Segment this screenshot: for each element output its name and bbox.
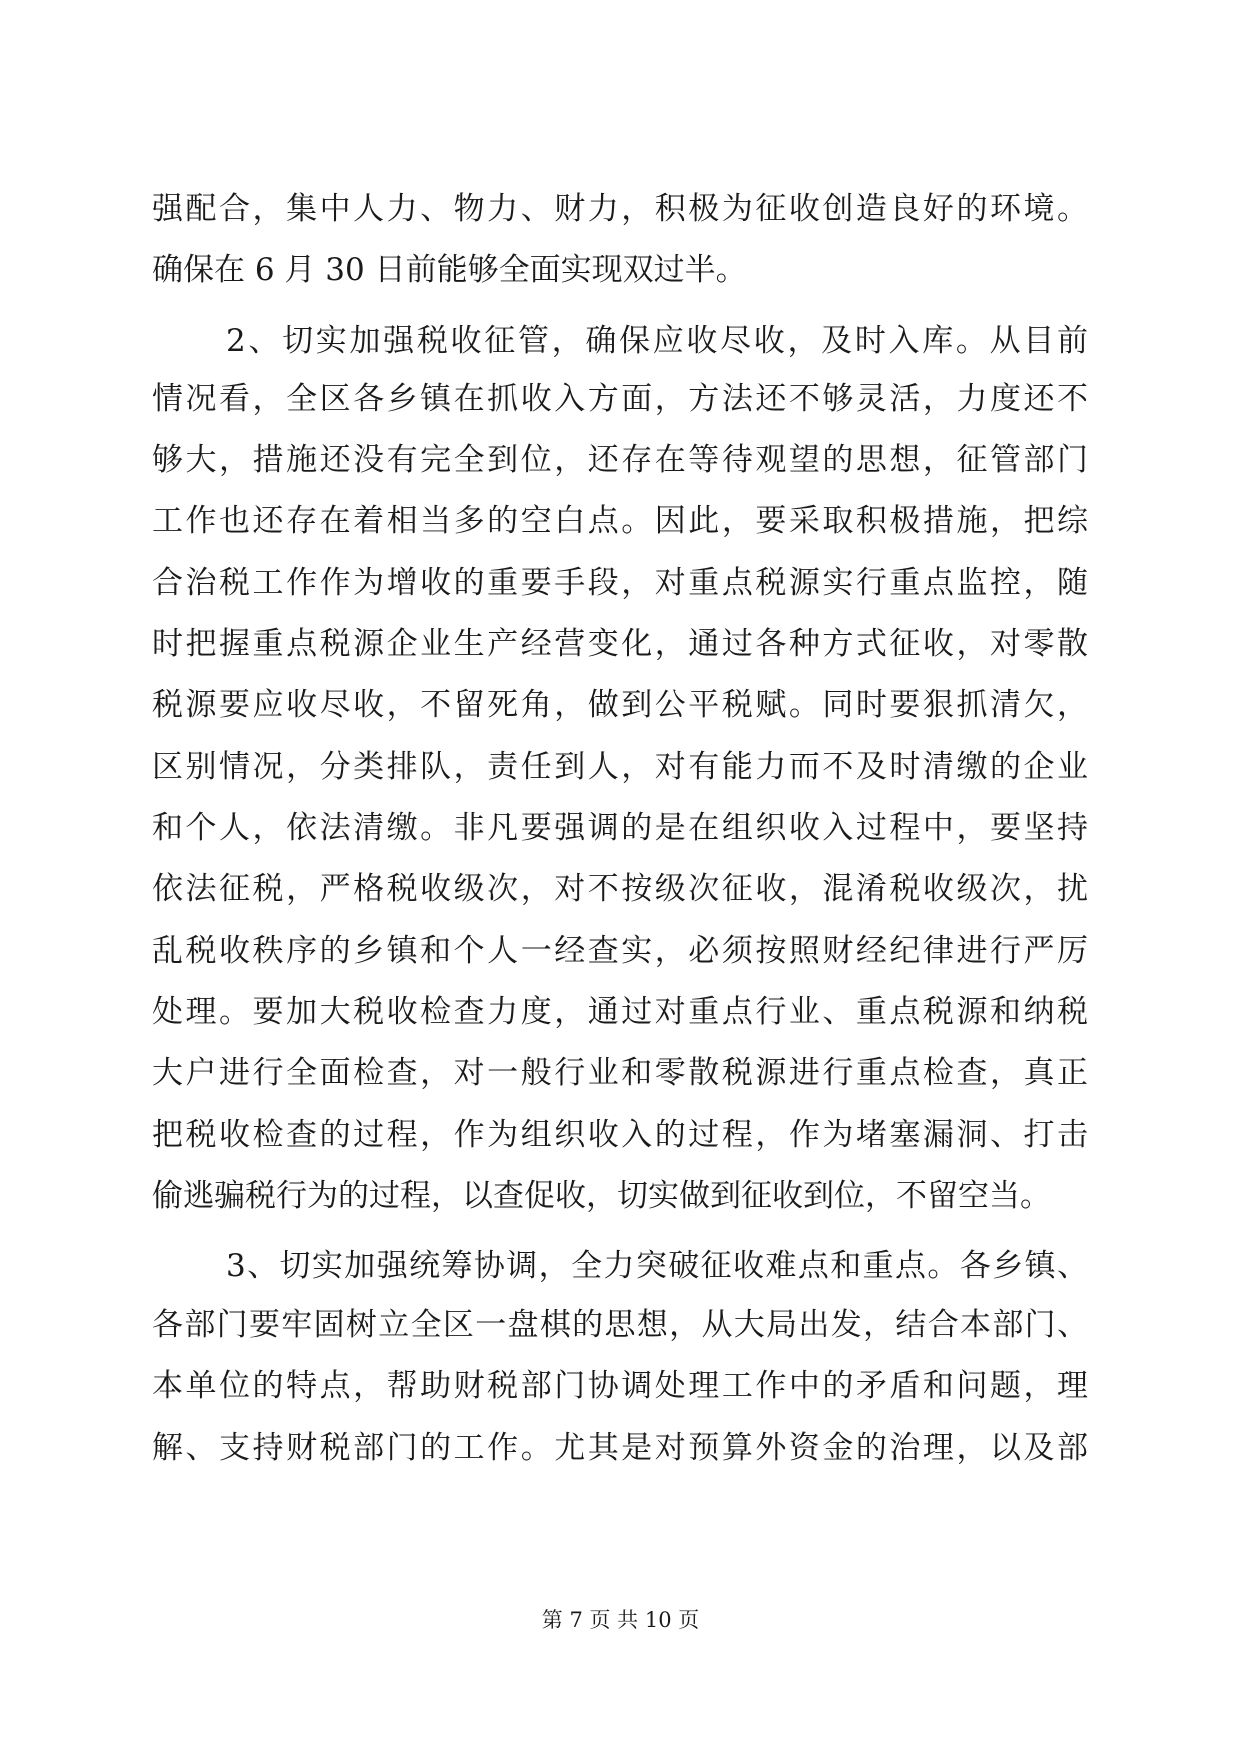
paragraph-start-line: 3、切实加强统筹协调，全力突破征收难点和重点。各乡镇、 (226, 1248, 1088, 1284)
text-line: 确保在 6 月 30 日前能够全面实现双过半。 (152, 252, 747, 288)
text-line: 依法征税，严格税收级次，对不按级次征收，混淆税收级次，扰 (152, 871, 1088, 907)
text-line: 工作也还存在着相当多的空白点。因此，要采取积极措施，把综 (152, 503, 1088, 539)
text-line: 本单位的特点，帮助财税部门协调处理工作中的矛盾和问题，理 (152, 1368, 1088, 1404)
text-line: 大户进行全面检查，对一般行业和零散税源进行重点检查，真正 (152, 1055, 1088, 1091)
text-line: 情况看，全区各乡镇在抓收入方面，方法还不够灵活，力度还不 (152, 381, 1088, 417)
text-line: 区别情况，分类排队，责任到人，对有能力而不及时清缴的企业 (152, 749, 1088, 785)
paragraph-start-line: 2、切实加强税收征管，确保应收尽收，及时入库。从目前 (226, 323, 1088, 359)
text-line: 时把握重点税源企业生产经营变化，通过各种方式征收，对零散 (152, 626, 1088, 662)
text-line: 和个人，依法清缴。非凡要强调的是在组织收入过程中，要坚持 (152, 810, 1088, 846)
text-line: 够大，措施还没有完全到位，还存在等待观望的思想，征管部门 (152, 442, 1088, 478)
text-line: 把税收检查的过程，作为组织收入的过程，作为堵塞漏洞、打击 (152, 1117, 1088, 1153)
page-number-footer: 第 7 页 共 10 页 (541, 1608, 700, 1632)
text-line: 强配合，集中人力、物力、财力，积极为征收创造良好的环境。 (152, 191, 1088, 227)
text-line: 各部门要牢固树立全区一盘棋的思想，从大局出发，结合本部门、 (152, 1307, 1088, 1343)
text-line: 税源要应收尽收，不留死角，做到公平税赋。同时要狠抓清欠， (152, 687, 1088, 723)
text-line: 乱税收秩序的乡镇和个人一经查实，必须按照财经纪律进行严厉 (152, 933, 1088, 969)
text-line: 偷逃骗税行为的过程，以查促收，切实做到征收到位，不留空当。 (152, 1178, 1051, 1214)
text-line: 处理。要加大税收检查力度，通过对重点行业、重点税源和纳税 (152, 994, 1088, 1030)
text-line: 合治税工作作为增收的重要手段，对重点税源实行重点监控，随 (152, 565, 1088, 601)
text-line: 解、支持财税部门的工作。尤其是对预算外资金的治理，以及部 (152, 1430, 1088, 1466)
